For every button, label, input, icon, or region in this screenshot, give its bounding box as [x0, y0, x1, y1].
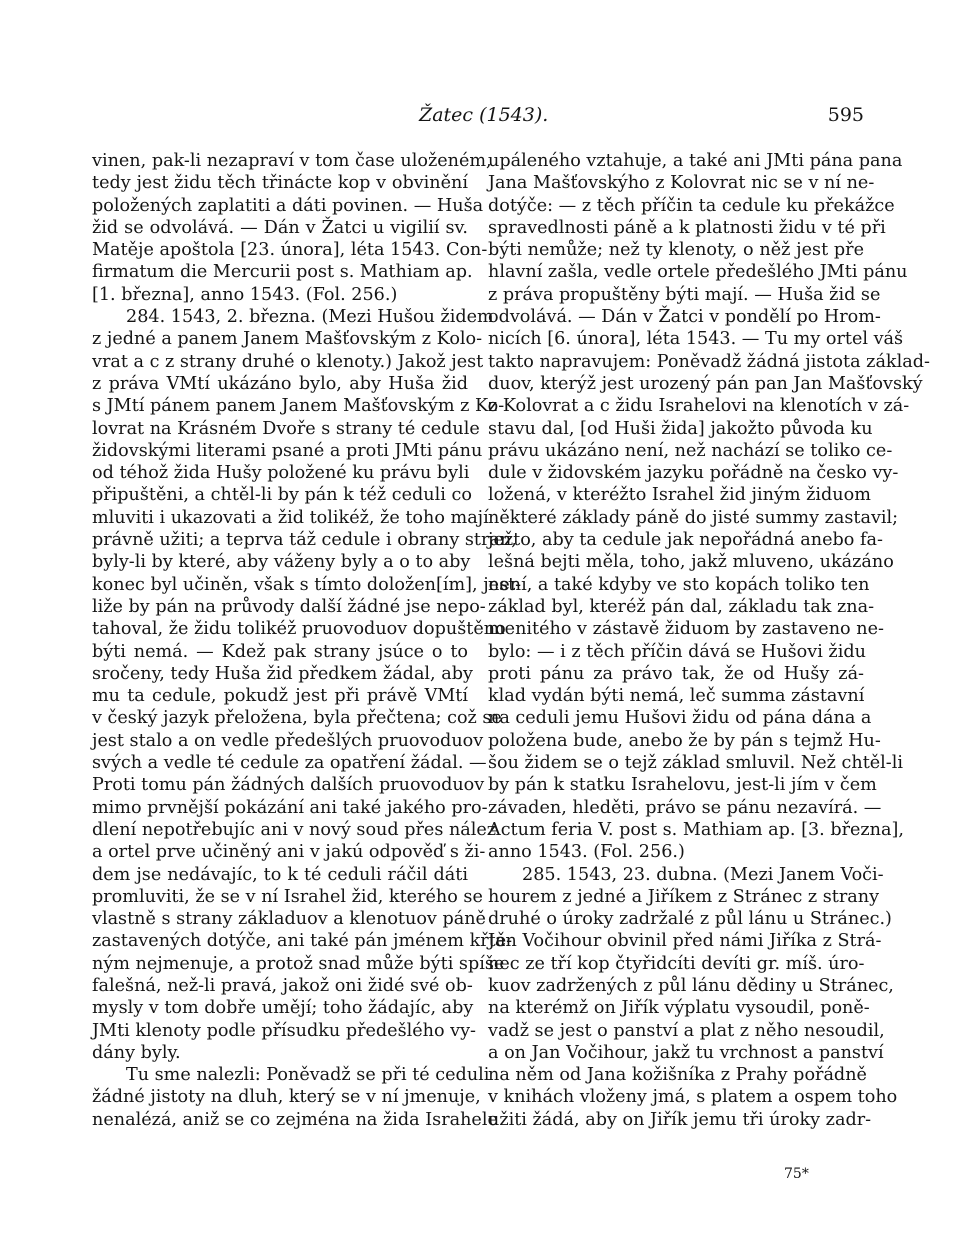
text-line: žid se odvolává. — Dán v Žatci u vigilií sv.: [92, 217, 468, 238]
text-line: Jana Mašťovskýho z Kolovrat nic se v ní ne-: [488, 173, 875, 194]
signature-mark: 75*: [784, 1166, 809, 1182]
text-line: vrat a c z strany druhé o klenoty.) Jakož jest: [92, 351, 484, 372]
text-line: mluviti i ukazovati a žid tolikéž, že toho mají: [92, 507, 489, 528]
left-column: [92, 150, 522, 1131]
text-line: spravedlnosti páně a k platnosti židu v té při: [488, 217, 886, 238]
text-line: ježto, aby ta cedule jak nepořádná anebo fa-: [488, 530, 883, 551]
text-line: ložená, v kteréžto Israhel žid jiným židuom: [488, 485, 871, 506]
text-line: mimo prvnější pokázání ani také jakého pro-: [92, 797, 488, 818]
text-line: vlastně s strany základuov a klenotuov páně: [92, 909, 486, 930]
text-line: druhé o úroky zadržalé z půl lánu u Stránec.): [488, 909, 892, 930]
text-line: v knihách vloženy jmá, s platem a ospem toho: [488, 1087, 898, 1108]
text-line: na ceduli jemu Hušovi židu od pána dána a: [488, 708, 872, 729]
text-line: žádné jistoty na dluh, který se v ní jmenuje,: [92, 1087, 481, 1108]
text-line: konec byl učiněn, však s tímto doložen[ím], jest-: [92, 574, 522, 595]
text-line: hourem z jedné a Jiříkem z Stránec z strany: [488, 886, 880, 907]
text-line: takto napravujem: Poněvadž žádná jistota základ-: [488, 351, 930, 372]
text-line: upáleného vztahuje, a také ani JMti pána pana: [488, 151, 903, 171]
text-line: býti nemůže; než ty klenoty, o něž jest pře: [488, 240, 864, 261]
text-line: lešná bejti měla, toho, jakž mluveno, ukázáno: [488, 552, 894, 573]
text-line: Actum feria V. post s. Mathiam ap. [3. března],: [488, 819, 904, 840]
text-line: závaden, hleděti, právo se pánu nezavírá. —: [488, 797, 882, 818]
text-line: falešná, než-li pravá, jakož oni židé své ob-: [92, 975, 473, 996]
text-line: mysly v tom dobře umějí; toho žádajíc, aby: [92, 998, 474, 1019]
text-line: Proti tomu pán žádných dalších pruovoduov: [92, 775, 485, 796]
text-line: dule v židovském jazyku pořádně na česko vy-: [488, 463, 899, 484]
text-line: a on Jan Vočihour, jakž tu vrchnost a panství: [488, 1042, 884, 1063]
text-line: právně užiti; a teprva táž cedule i obrany stran,: [92, 530, 517, 551]
text-line: dotýče: — z těch příčin ta cedule ku překážce: [488, 195, 895, 216]
text-line: nec ze tří kop čtyřidcíti devíti gr. míš. úro-: [488, 953, 865, 974]
text-line: připuštěni, a chtěl-li by pán k též ceduli co: [92, 485, 472, 506]
text-line: býti nemá. — Kdež pak strany jsúce o to: [92, 641, 468, 662]
text-line: nicích [6. února], léta 1543. — Tu my ortel váš: [488, 329, 904, 350]
text-line: Tu sme nalezli: Poněvadž se při té ceduli: [126, 1065, 490, 1086]
text-line: sročeny, tedy Huša žid předkem žádal, aby: [92, 663, 473, 684]
text-line: vadž se jest o panství a plat z něho nesoudil,: [488, 1020, 885, 1041]
text-line: na něm od Jana kožišníka z Prahy pořádně: [488, 1065, 867, 1086]
text-line: liže by pán na průvody další žádné jse nepo-: [92, 596, 486, 617]
text-line: duov, kterýž jest urozený pán pan Jan Mašťovský: [488, 373, 923, 394]
text-line: svých a vedle té cedule za opatření žádal. —: [92, 753, 487, 774]
running-title: Žatec (1543).: [419, 104, 549, 126]
text-line: lovrat na Krásném Dvoře s strany té cedule: [92, 418, 480, 439]
text-line: proti pánu za právo tak, že od Hušy zá-: [488, 663, 864, 684]
text-line: tahoval, že židu tolikéž pruovoduov dopuštěno: [92, 619, 506, 640]
text-line: dlení nepotřebujíc ani v nový soud přes nález: [92, 819, 497, 840]
right-column: [488, 150, 930, 1131]
text-line: [1. března], anno 1543. (Fol. 256.): [92, 284, 398, 305]
text-line: dem jse nedávajíc, to k té ceduli ráčil dáti: [92, 864, 468, 885]
text-line: základ byl, kteréž pán dal, základu tak zna-: [488, 596, 875, 617]
text-line: od téhož žida Hušy položené ku právu byli: [92, 463, 470, 484]
text-line: byly-li by které, aby váženy byly a o to aby: [92, 552, 471, 573]
text-line: z jedné a panem Janem Mašťovským z Kolo-: [92, 329, 483, 350]
text-line: JMti klenoty podle přísudku předešlého vy-: [92, 1020, 477, 1041]
text-line: některé základy páně do jisté summy zastavil;: [488, 507, 899, 528]
text-line: hlavní zašla, vedle ortele předešlého JMti pánu: [488, 262, 908, 283]
text-line: vinen, pak-li nezapraví v tom čase uloženém,: [92, 151, 492, 171]
text-line: menitého v zástavě židuom by zastaveno ne-: [488, 619, 884, 640]
text-line: právu ukázáno není, než nachází se toliko ce-: [488, 440, 893, 461]
text-line: šou židem se o tejž základ smluvil. Než chtěl-li: [488, 753, 904, 774]
text-line: mu ta cedule, pokudž jest při právě VMtí: [92, 686, 468, 707]
text-line: nenalézá, aniž se co zejména na žida Israhele: [92, 1109, 498, 1130]
text-line: židovskými literami psané a proti JMti pánu: [92, 440, 483, 461]
text-line: Matěje apoštola [23. února], léta 1543. Con-: [92, 240, 488, 261]
text-line: jest stalo a on vedle předešlých pruovoduov: [92, 730, 484, 751]
page-header: [92, 104, 864, 134]
text-line: bylo: — i z těch příčin dává se Hušovi židu: [488, 641, 866, 662]
text-line: 285. 1543, 23. dubna. (Mezi Janem Voči-: [522, 864, 884, 885]
text-line: v český jazyk přeložena, byla přečtena; což se: [92, 708, 502, 729]
text-line: odvolává. — Dán v Žatci v pondělí po Hrom-: [488, 307, 881, 328]
page-number: 595: [827, 104, 864, 126]
text-line: není, a také kdyby ve sto kopách toliko ten: [488, 574, 870, 595]
text-line: kuov zadržených z půl lánu dědiny u Stránec,: [488, 975, 894, 996]
text-line: stavu dal, [od Huši žida] jakožto původa ku: [488, 418, 873, 439]
text-line: tedy jest židu těch třinácte kop v obvinění: [92, 173, 468, 194]
text-line: klad vydán býti nemá, leč summa zástavní: [488, 686, 865, 707]
text-line: užiti žádá, aby on Jiřík jemu tři úroky zadr-: [488, 1109, 872, 1130]
text-line: firmatum die Mercurii post s. Mathiam ap.: [92, 262, 473, 283]
text-line: z Kolovrat a c židu Israhelovi na klenotích v zá-: [488, 396, 910, 417]
text-line: položena bude, anebo že by pán s tejmž Hu-: [488, 730, 881, 751]
text-line: z práva VMtí ukázáno bylo, aby Huša žid: [92, 373, 468, 394]
text-line: by pán k statku Israhelovu, jest-li jím v čem: [488, 775, 877, 796]
text-line: a ortel prve učiněný ani v jakú odpověď s ži-: [92, 842, 486, 863]
text-line: z práva propuštěny býti mají. — Huša žid se: [488, 284, 881, 305]
text-line: ným nejmenuje, a protož snad může býti spíše: [92, 953, 505, 974]
text-line: dány byly.: [92, 1042, 181, 1063]
text-line: zastavených dotýče, ani také pán jménem křtě-: [92, 931, 513, 952]
text-line: Jan Vočihour obvinil před námi Jiříka z Strá-: [488, 931, 882, 952]
text-line: anno 1543. (Fol. 256.): [488, 842, 685, 863]
text-line: s JMtí pánem panem Janem Mašťovským z Ko-: [92, 396, 505, 417]
text-line: promluviti, že se v ní Israhel žid, kterého se: [92, 886, 483, 907]
text-line: položených zaplatiti a dáti povinen. — Huša: [92, 195, 484, 216]
text-line: 284. 1543, 2. března. (Mezi Hušou židem: [126, 307, 494, 328]
text-line: na kterémž on Jiřík výplatu vysoudil, poně-: [488, 998, 870, 1019]
